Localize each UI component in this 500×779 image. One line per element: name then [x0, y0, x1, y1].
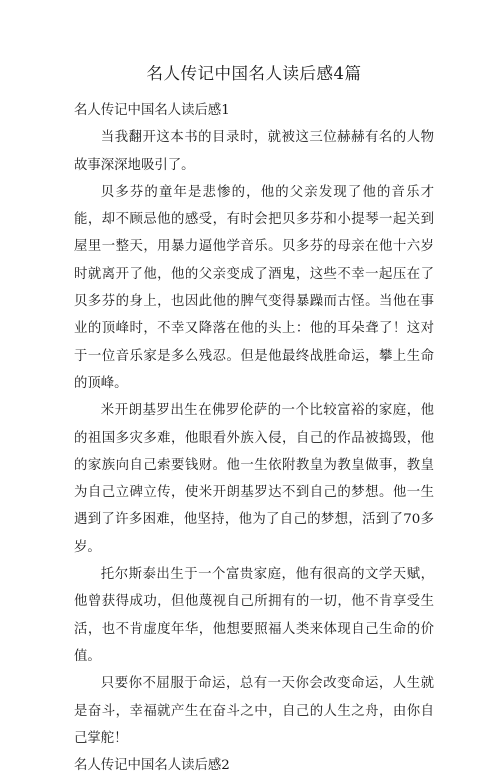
- paragraph-beethoven: 贝多芬的童年是悲惨的，他的父亲发现了他的音乐才能，却不顾忌他的感受，有时会把贝多芬和小提琴一起关到屋里一整天，用暴力逼他学音乐。贝多芬的母亲在他十六岁时就离开了他，他的父亲变成了酒鬼，这些不幸一起压在了贝多芬的身上，也因此他的脾气变得暴躁而古怪。当他在事业的顶峰时，不幸又降落在他的头上：他的耳朵聋了！这对于一位音乐家是多么残忍。但是他最终战胜命运，攀上生命的顶峰。: [74, 184, 434, 391]
- paragraph-michelangelo: 米开朗基罗出生在佛罗伦萨的一个比较富裕的家庭，他的祖国多灾多难，他眼看外族入侵，自己的作品被捣毁，他的家族向自己索要钱财。他一生依附教皇为教皇做事，教皇为自己立碑立传，使米开朗基罗达不到自己的梦想。他一生遇到了许多困难，他坚持，他为了自己的梦想，活到了70多岁。: [74, 403, 434, 555]
- paragraph-conclusion: 只要你不屈服于命运，总有一天你会改变命运，人生就是奋斗，幸福就产生在奋斗之中，自己的人生之舟，由你自己掌舵！: [74, 676, 434, 746]
- section-heading-2: 名人传记中国名人读后感2: [74, 758, 230, 774]
- document-title: 名人传记中国名人读后感4篇: [146, 64, 362, 83]
- section-heading-1: 名人传记中国名人读后感1: [74, 103, 230, 118]
- paragraph-intro: 当我翻开这本书的目录时，就被这三位赫赫有名的人物故事深深地吸引了。: [74, 130, 434, 173]
- paragraph-tolstoy: 托尔斯泰出生于一个富贵家庭，他有很高的文学天赋，他曾获得成功，但他蔑视自己所拥有的一切，他不肯享受生活，也不肯虚度年华，他想要照福人类来体现自己生命的价值。: [74, 567, 434, 664]
